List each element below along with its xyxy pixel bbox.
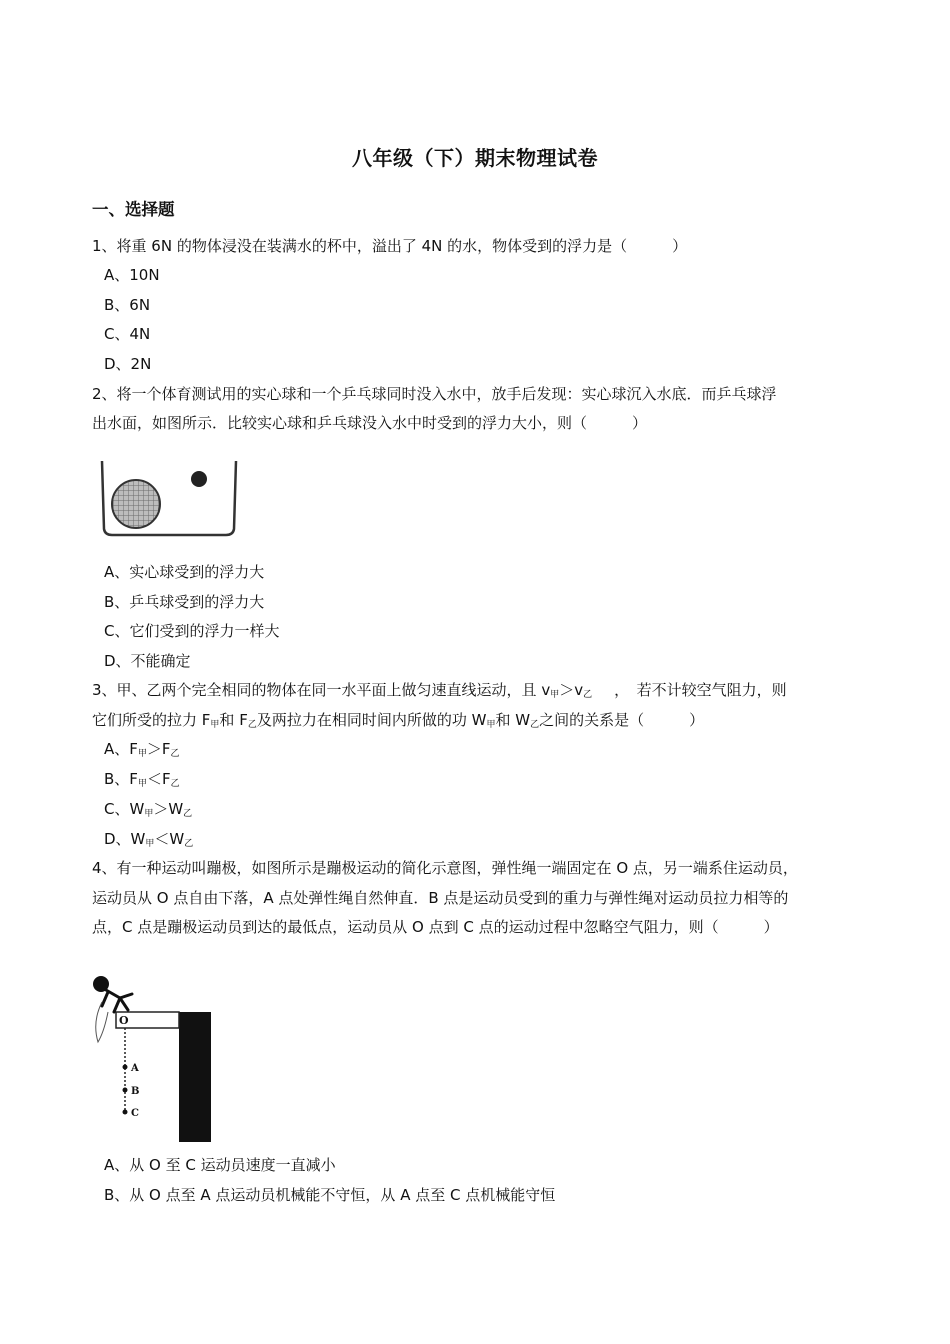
label-a: A [131, 1063, 139, 1074]
point-c [123, 1110, 128, 1115]
q2-stem-line2: 出水面，如图所示．比较实心球和乒乓球没入水中时受到的浮力大小，则（ ） [92, 414, 648, 432]
q4-figure-bungee [88, 972, 218, 1147]
q4-stem-line2: 运动员从 O 点自由下落，A 点处弹性绳自然伸直．B 点是运动员受到的重力与弹性绳对运动员拉力相等的 [92, 889, 789, 907]
q2-option-b[interactable]: B、乒乓球受到的浮力大 [104, 593, 265, 611]
label-c: C [131, 1108, 139, 1119]
label-b: B [131, 1086, 140, 1097]
q1-option-d[interactable]: D、2N [104, 355, 152, 373]
q4-option-b[interactable]: B、从 O 点至 A 点运动员机械能不守恒，从 A 点至 C 点机械能守恒 [104, 1186, 556, 1204]
q3-option-b[interactable]: B、$F_甲<F_乙$ [104, 770, 180, 789]
jumper-body [102, 990, 132, 1012]
q4-stem-line3: 点，C 点是蹦极运动员到达的最低点，运动员从 O 点到 C 点的运动过程中忽略空气阻力，则（ ） [92, 918, 779, 936]
q3-option-a[interactable]: A、$F_甲>F_乙$ [104, 740, 180, 759]
q3-stem-line1: 3、甲、乙两个完全相同的物体在同一水平面上做匀速直线运动，且 $v_甲>v_乙$ ， 若不计较空气阻力，则 [92, 681, 787, 700]
page-title: 八年级（下）期末物理试卷 [352, 146, 598, 170]
q4-option-a[interactable]: A、从 O 至 C 运动员速度一直减小 [104, 1156, 336, 1174]
q1-option-b[interactable]: B、6N [104, 296, 151, 314]
point-a [123, 1065, 128, 1070]
bungee-rope-loop [96, 1002, 108, 1042]
q2-option-d[interactable]: D、不能确定 [104, 652, 191, 670]
q3-stem-line2: 它们所受的拉力 $F_甲$和 $F_乙$及两拉力在相同时间内所做的功 $W_甲$和 $W_乙$之间的关系是（ ） [92, 711, 705, 730]
q1-option-a[interactable]: A、10N [104, 266, 160, 284]
ping-pong-ball [191, 471, 207, 487]
solid-ball [112, 480, 160, 528]
q3-option-c[interactable]: C、$W_甲>W_乙$ [104, 800, 193, 819]
point-b [123, 1088, 128, 1093]
q4-stem-line1: 4、有一种运动叫蹦极，如图所示是蹦极运动的简化示意图，弹性绳一端固定在 O 点，另一端系住运动员， [92, 859, 798, 877]
q3-option-d[interactable]: D、$W_甲<W_乙$ [104, 830, 194, 849]
q2-option-c[interactable]: C、它们受到的浮力一样大 [104, 622, 280, 640]
section-heading: 一、选择题 [92, 200, 175, 219]
q1-stem: 1、将重 6N 的物体浸没在装满水的杯中，溢出了 4N 的水，物体受到的浮力是（ ） [92, 237, 688, 255]
q2-stem-line1: 2、将一个体育测试用的实心球和一个乒乓球同时没入水中，放手后发现：实心球沉入水底．而乒乓球浮 [92, 385, 777, 403]
q2-option-a[interactable]: A、实心球受到的浮力大 [104, 563, 265, 581]
cliff [179, 1012, 211, 1142]
q2-figure-beaker [98, 455, 240, 540]
label-o: O [119, 1014, 129, 1027]
q1-option-c[interactable]: C、4N [104, 325, 151, 343]
